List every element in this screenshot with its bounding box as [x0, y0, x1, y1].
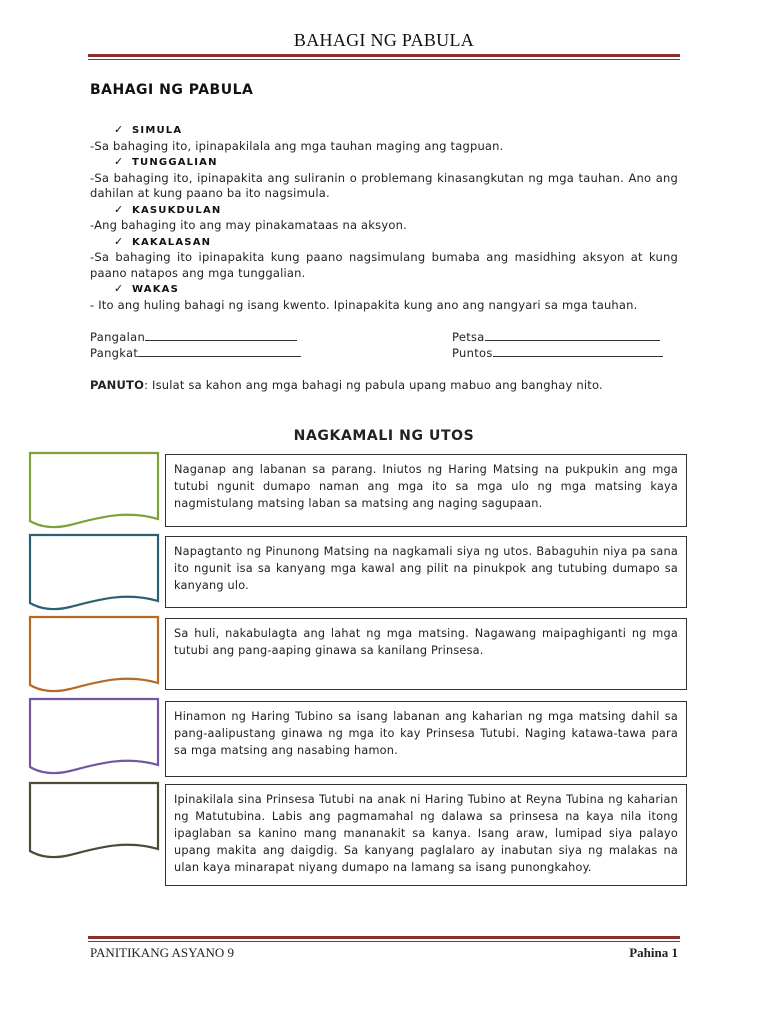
group-field[interactable]: Pangkat	[90, 346, 301, 360]
part-description: -Sa bahaging ito ipinapakita kung paano nagsimulang bumaba ang masidhing aksyon at kung paano natapos ang mga tunggalian.	[90, 250, 678, 280]
page-header-title: BAHAGI NG PABULA	[293, 30, 475, 50]
part-heading: ✓ WAKAS	[114, 282, 180, 295]
footer-rule	[88, 936, 680, 942]
header-rule	[88, 54, 680, 60]
story-paragraph-3: Sa huli, nakabulagta ang lahat ng mga matsing. Nagawang maipaghiganti ng mga tutubi ang pang-aaping ginawa sa kanilang Prinsesa.	[165, 618, 687, 690]
story-paragraph-4: Hinamon ng Haring Tubino sa isang labanan ang kaharian ng mga matsing dahil sa pang-aalipustang ginawa ng mga ito kay Prinsesa Tutubi. Naging katawa-tawa para sa mga matsing ang nasabing hamon.	[165, 701, 687, 777]
answer-box-1[interactable]	[28, 451, 161, 529]
part-heading: ✓ TUNGGALIAN	[114, 155, 218, 168]
checkmark-icon: ✓	[114, 155, 125, 168]
part-heading: ✓ KASUKDULAN	[114, 202, 222, 216]
answer-box-5[interactable]	[28, 781, 161, 859]
checkmark-icon: ✓	[114, 123, 125, 136]
section-title: BAHAGI NG PABULA	[90, 82, 254, 98]
parts-list	[90, 122, 678, 313]
footer-page-number: Pahina 1	[629, 945, 678, 960]
story-title: NAGKAMALI NG UTOS	[293, 428, 475, 444]
part-description: -Ang bahaging ito ang may pinakamataas na aksyon.	[90, 218, 407, 232]
part-description: - Ito ang huling bahagi ng isang kwento. Ipinapakita kung ano ang nangyari sa mga tauhan.	[90, 297, 638, 312]
answer-box-3[interactable]	[28, 615, 161, 693]
answer-box-4[interactable]	[28, 697, 161, 775]
group-line[interactable]	[138, 346, 301, 357]
story-paragraph-2: Napagtanto ng Pinunong Matsing na nagkamali siya ng utos. Babaguhin niya pa sana ito ngunit isa sa kanyang mga kawal ang pilit na pinukpok ang tutubing dumapo sa kanyang ulo.	[165, 536, 687, 608]
answer-box-2[interactable]	[28, 533, 161, 611]
story-paragraph-1: Naganap ang labanan sa parang. Iniutos ng Haring Matsing na pukpukin ang mga tutubi ngunit dumapo naman ang mga ito sa mga ulo ng mga matsing kaya nagmistulang matsing laban sa matsing ang naging sagupaan.	[165, 454, 687, 527]
score-line[interactable]	[493, 346, 663, 357]
date-field[interactable]: Petsa	[452, 330, 660, 344]
score-field[interactable]: Puntos	[452, 346, 663, 360]
name-field[interactable]: Pangalan	[90, 330, 297, 344]
checkmark-icon: ✓	[114, 234, 125, 248]
footer-course: PANITIKANG ASYANO 9	[90, 945, 234, 960]
part-description: -Sa bahaging ito, ipinapakilala ang mga tauhan maging ang tagpuan.	[90, 138, 504, 153]
part-heading: ✓ KAKALASAN	[114, 234, 212, 248]
instructions: PANUTO: Isulat sa kahon ang mga bahagi ng pabula upang mabuo ang banghay nito.	[90, 378, 603, 392]
date-line[interactable]	[485, 330, 660, 341]
name-line[interactable]	[145, 330, 297, 341]
story-paragraph-5: Ipinakilala sina Prinsesa Tutubi na anak ni Haring Tubino at Reyna Tubina ng kaharian ng Matutubina. Labis ang pagmamahal ng dalawa sa prinsesa na kaya nila itong ipaglaban sa kanino mang mananakit sa kanya. Isang araw, lumipad siya palayo upang makita ang daigdig. Sa kanyang paglalaro ay inabutan siya ng malakas na ulan kaya minarapat niyang dumapo na lamang sa isang punongkahoy.	[165, 784, 687, 886]
checkmark-icon: ✓	[114, 202, 125, 216]
part-heading: ✓ SIMULA	[114, 123, 183, 136]
checkmark-icon: ✓	[114, 282, 125, 295]
part-description: -Sa bahaging ito, ipinapakita ang suliranin o problemang kinasangkutan ng mga tauhan. Ano ang dahilan at kung paano ba ito nagsimula.	[90, 170, 678, 200]
